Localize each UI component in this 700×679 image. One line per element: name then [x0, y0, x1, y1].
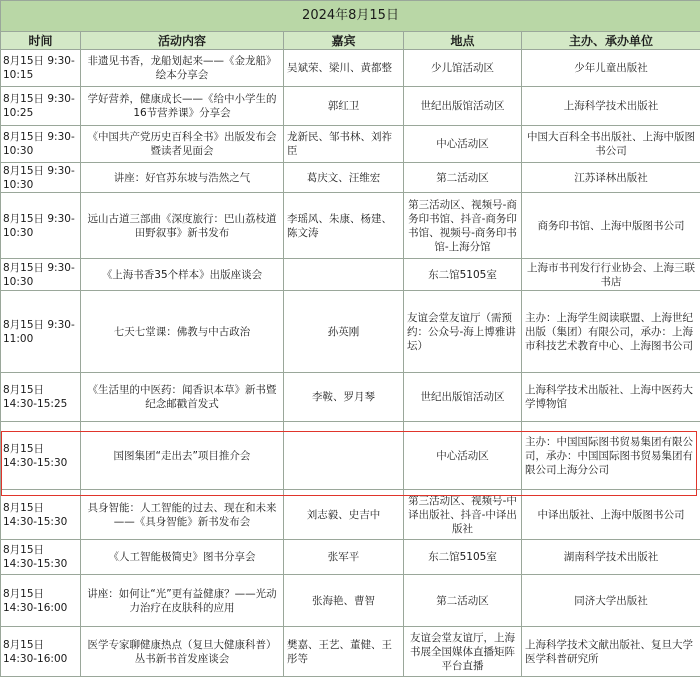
cell-guests: 李瑶风、朱康、杨建、陈文涛 [284, 193, 404, 259]
cell-guests: 刘志毅、史吉中 [284, 490, 404, 540]
table-title: 2024年8月15日 [1, 1, 700, 32]
cell-time: 8月15日 9:30-10:30 [1, 259, 81, 291]
table-row [1, 163, 700, 193]
cell-venue: 第二活动区 [404, 575, 522, 627]
cell-event: 学好营养，健康成长——《给中小学生的16节营养课》分享会 [81, 87, 284, 126]
cell-venue: 友谊会堂友谊厅，上海书展全国媒体直播矩阵平台直播 [404, 627, 522, 677]
table-row [1, 126, 700, 163]
cell-time: 8月15日 14:30-16:00 [1, 575, 81, 627]
cell-event: 国图集团“走出去”项目推介会 [81, 422, 284, 490]
cell-time: 8月15日 9:30-10:25 [1, 87, 81, 126]
table-row [1, 373, 700, 422]
cell-venue: 中心活动区 [404, 126, 522, 163]
header-event: 活动内容 [81, 32, 284, 50]
cell-time: 8月15日 9:30-10:30 [1, 163, 81, 193]
cell-host: 湖南科学技术出版社 [522, 540, 700, 575]
cell-host: 同济大学出版社 [522, 575, 700, 627]
cell-event: 《生活里的中医药：闻香识本草》新书暨纪念邮戳首发式 [81, 373, 284, 422]
cell-guests: 葛庆文、汪维宏 [284, 163, 404, 193]
cell-host: 中国大百科全书出版社、上海中版图书公司 [522, 126, 700, 163]
cell-event: 具身智能：人工智能的过去、现在和未来——《具身智能》新书发布会 [81, 490, 284, 540]
cell-event: 非遗见书香，龙船划起来——《金龙船》绘本分享会 [81, 50, 284, 87]
table-row [1, 575, 700, 627]
cell-event: 远山古道三部曲《深度旅行：巴山荔枝道田野叙事》新书发布 [81, 193, 284, 259]
cell-host: 主办：上海学生阅读联盟、上海世纪出版（集团）有限公司，承办：上海市科技艺术教育中心、上海图书公司 [522, 291, 700, 373]
cell-host: 上海科学技术文献出版社、复旦大学医学科普研究所 [522, 627, 700, 677]
cell-guests: 吴斌荣、梁川、黄都整 [284, 50, 404, 87]
header-venue: 地点 [404, 32, 522, 50]
table-row [1, 50, 700, 87]
table-row [1, 291, 700, 373]
cell-event: 七天七堂课：佛教与中古政治 [81, 291, 284, 373]
cell-venue: 第三活动区、视频号-中译出版社、抖音-中译出版社 [404, 490, 522, 540]
cell-time: 8月15日 9:30-10:15 [1, 50, 81, 87]
cell-guests: 樊嘉、王艺、董健、王彤等 [284, 627, 404, 677]
cell-guests [284, 259, 404, 291]
cell-time: 8月15日 9:30-10:30 [1, 126, 81, 163]
cell-host: 上海科学技术出版社 [522, 87, 700, 126]
header-guests: 嘉宾 [284, 32, 404, 50]
table-row [1, 627, 700, 677]
cell-host: 少年儿童出版社 [522, 50, 700, 87]
cell-event: 医学专家聊健康热点（复旦大健康科普）丛书新书首发座谈会 [81, 627, 284, 677]
cell-venue: 友谊会堂友谊厅（需预约：公众号-海上博雅讲坛） [404, 291, 522, 373]
cell-guests: 张军平 [284, 540, 404, 575]
cell-venue: 东二馆5105室 [404, 259, 522, 291]
cell-venue: 第三活动区、视频号-商务印书馆、抖音-商务印书馆、视频号-商务印书馆-上海分馆 [404, 193, 522, 259]
cell-venue: 东二馆5105室 [404, 540, 522, 575]
header-host: 主办、承办单位 [522, 32, 700, 50]
cell-host: 上海科学技术出版社、上海中医药大学博物馆 [522, 373, 700, 422]
cell-host: 江苏译林出版社 [522, 163, 700, 193]
cell-guests: 张海艳、曹智 [284, 575, 404, 627]
cell-time: 8月15日 9:30-11:00 [1, 291, 81, 373]
cell-time: 8月15日 14:30-15:30 [1, 490, 81, 540]
cell-host: 上海市书刊发行行业协会、上海三联书店 [522, 259, 700, 291]
cell-guests: 李鞍、罗月琴 [284, 373, 404, 422]
table-row [1, 259, 700, 291]
cell-guests: 孙英刚 [284, 291, 404, 373]
cell-event: 讲座：好官苏东坡与浩然之气 [81, 163, 284, 193]
cell-time: 8月15日 14:30-15:30 [1, 422, 81, 490]
cell-event: 讲座：如何让“光”更有益健康？——光动力治疗在皮肤科的应用 [81, 575, 284, 627]
cell-time: 8月15日 9:30-10:30 [1, 193, 81, 259]
table-row [1, 422, 700, 490]
table-row [1, 193, 700, 259]
cell-guests: 龙新民、邹书林、刘祚臣 [284, 126, 404, 163]
cell-time: 8月15日 14:30-16:00 [1, 627, 81, 677]
table-row [1, 87, 700, 126]
table-row [1, 540, 700, 575]
header-time: 时间 [1, 32, 81, 50]
cell-venue: 世纪出版馆活动区 [404, 373, 522, 422]
cell-host: 商务印书馆、上海中版图书公司 [522, 193, 700, 259]
cell-venue: 第二活动区 [404, 163, 522, 193]
cell-time: 8月15日 14:30-15:25 [1, 373, 81, 422]
cell-event: 《上海书香35个样本》出版座谈会 [81, 259, 284, 291]
cell-time: 8月15日 14:30-15:30 [1, 540, 81, 575]
cell-host: 主办：中国国际图书贸易集团有限公司，承办：中国国际图书贸易集团有限公司上海分公司 [522, 422, 700, 490]
cell-venue: 中心活动区 [404, 422, 522, 490]
cell-guests: 郭红卫 [284, 87, 404, 126]
cell-guests [284, 422, 404, 490]
cell-host: 中译出版社、上海中版图书公司 [522, 490, 700, 540]
cell-venue: 世纪出版馆活动区 [404, 87, 522, 126]
cell-venue: 少儿馆活动区 [404, 50, 522, 87]
cell-event: 《人工智能极简史》图书分享会 [81, 540, 284, 575]
cell-event: 《中国共产党历史百科全书》出版发布会暨读者见面会 [81, 126, 284, 163]
table-row [1, 490, 700, 540]
